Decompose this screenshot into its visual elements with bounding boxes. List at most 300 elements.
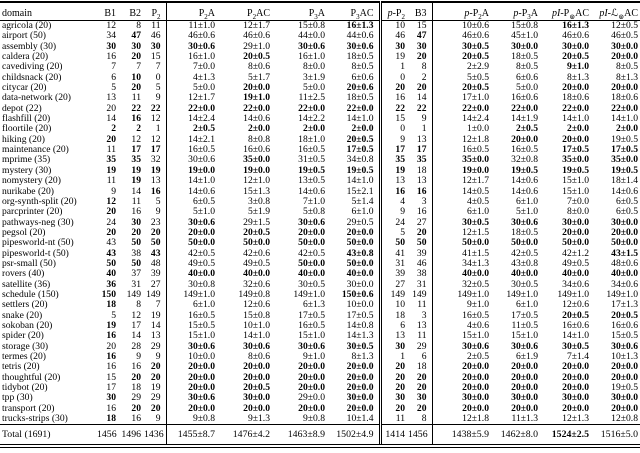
value-cell: 30±0.0 [562, 41, 589, 52]
value-cell: 22±0.0 [328, 104, 380, 114]
table-row [0, 362, 640, 372]
value-cell: 5±0.0 [192, 83, 215, 94]
domain-cell: flashfill (20) [2, 114, 51, 125]
domain-cell: maintenance (20) [2, 145, 69, 156]
domain-cell: depot (22) [2, 103, 42, 114]
value-cell: 24 [106, 217, 116, 228]
header-label-part: P [350, 8, 357, 19]
value-cell: 41±1.5 [462, 248, 489, 259]
value-cell: 37 [131, 269, 141, 280]
value-cell: 10±0.0 [328, 300, 380, 310]
value-cell: 20±0.0 [188, 372, 215, 383]
value-cell: 2±0.0 [328, 124, 380, 134]
value-cell: 34 [106, 31, 116, 42]
value-cell: 16 [144, 187, 166, 197]
value-cell: 30±0.6 [188, 217, 215, 228]
value-cell: 16±0.6 [611, 320, 638, 331]
value-cell: 19±0.0 [462, 165, 489, 176]
value-cell: 7±1.0 [302, 196, 325, 207]
value-cell: 40±0.0 [511, 269, 538, 280]
column-header-p3ac [328, 2, 380, 21]
table-row [0, 114, 640, 124]
value-cell: 6±0.6 [515, 72, 538, 83]
value-cell: 30±0.5 [562, 341, 589, 352]
value-cell: 12±0.5 [611, 20, 638, 31]
value-cell: 46 [395, 31, 405, 42]
value-cell: 0 [144, 73, 166, 83]
value-cell: 44±0.6 [328, 31, 380, 41]
table-row [0, 249, 640, 259]
value-cell: 12±1.8 [462, 134, 489, 145]
value-cell: 14±1.0 [328, 114, 380, 124]
value-cell: 42±0.5 [188, 248, 215, 259]
column-header-p3a [273, 2, 328, 21]
value-cell: 149 [390, 289, 405, 300]
value-cell: 30±0.6 [328, 42, 380, 52]
table-row [0, 352, 640, 362]
value-cell: 50±0.0 [188, 238, 215, 249]
value-cell: 20±0.5 [462, 52, 489, 63]
value-cell: 16±1.3 [328, 21, 380, 32]
value-cell: 16 [408, 207, 432, 217]
value-cell: 20 [144, 362, 166, 372]
value-cell: 46±0.5 [611, 31, 638, 42]
header-label-part: p [464, 8, 470, 19]
value-cell: 20±0.0 [298, 372, 325, 383]
value-cell: 20±0.0 [562, 227, 589, 238]
value-cell: 30±0.0 [611, 41, 638, 52]
header-label-part: B3 [414, 8, 427, 19]
table-row [0, 42, 640, 52]
header-label-part: A [481, 8, 489, 19]
value-cell: 20±0.0 [328, 362, 380, 372]
value-cell: 35 [131, 155, 141, 166]
value-cell: 15±0.8 [511, 20, 538, 31]
value-cell: 16±0.5 [511, 145, 538, 156]
value-cell: 19 [106, 320, 116, 331]
value-cell: 20±0.0 [328, 228, 380, 238]
value-cell: 20±0.0 [511, 362, 538, 373]
domain-cell: hiking (20) [2, 134, 45, 145]
value-cell: 20±0.5 [328, 135, 380, 145]
value-cell: 20±0.0 [562, 134, 589, 145]
value-cell: 49±0.5 [562, 258, 589, 269]
table-row [0, 93, 640, 103]
value-cell: 19±0.5 [562, 165, 589, 176]
table-row [0, 238, 640, 248]
domain-cell: childsnack (20) [2, 72, 62, 83]
value-cell: 22 [395, 103, 405, 114]
value-cell: 38 [131, 248, 141, 259]
value-cell: 22 [131, 103, 141, 114]
table-row [0, 311, 640, 321]
value-cell: 22±0.0 [243, 103, 270, 114]
value-cell: 17 [144, 145, 166, 155]
value-cell: 19 [144, 383, 166, 393]
value-cell: 34±0.8 [328, 155, 380, 165]
value-cell: 14 [131, 186, 141, 197]
value-cell: 7 [136, 62, 141, 73]
table-row [0, 135, 640, 145]
value-cell: 50±0.0 [611, 238, 638, 249]
value-cell: 30±0.0 [562, 217, 589, 228]
value-cell: 30±0.8 [188, 279, 215, 290]
value-cell: 22±0.0 [462, 103, 489, 114]
value-cell: 6±0.5 [615, 207, 638, 218]
value-cell: 14±1.0 [562, 331, 589, 342]
value-cell: 20±0.0 [298, 403, 325, 414]
value-cell: 19±0.0 [243, 165, 270, 176]
column-header-pi-p-ac [541, 2, 592, 21]
value-cell: 20±0.5 [562, 310, 589, 321]
header-label-part: p [387, 8, 393, 19]
value-cell: 9 [111, 186, 116, 197]
value-cell: 30 [131, 217, 141, 228]
value-cell: 20 [408, 373, 432, 383]
value-cell: 4±0.6 [466, 320, 489, 331]
value-cell: 35±0.0 [462, 155, 489, 166]
value-cell: 2 [408, 73, 432, 83]
value-cell: 6 [408, 352, 432, 362]
table-row [0, 145, 640, 155]
value-cell: 24 [395, 217, 405, 228]
value-cell: 8±0.6 [247, 352, 270, 362]
table-row [0, 404, 640, 414]
value-cell: 19 [395, 52, 405, 63]
value-cell: 20±0.5 [462, 83, 489, 94]
value-cell: 27 [395, 279, 405, 290]
value-cell: 47 [408, 31, 432, 41]
value-cell: 18±0.6 [611, 93, 638, 104]
value-cell: 1463±8.9 [273, 425, 328, 447]
value-cell: 5±1.0 [515, 207, 538, 218]
value-cell: 16 [131, 114, 141, 125]
value-cell: 18 [408, 362, 432, 372]
value-cell: 16 [395, 186, 405, 197]
header-label-part: P [151, 8, 157, 19]
column-header-p2 [144, 2, 166, 21]
value-cell: 15 [144, 52, 166, 62]
value-cell: 29 [131, 393, 141, 404]
value-cell: 14±1.9 [511, 114, 538, 125]
value-cell: 16±0.5 [298, 145, 325, 156]
value-cell: 30±0.0 [511, 41, 538, 52]
value-cell: 15±0.5 [188, 320, 215, 331]
value-cell: 30 [395, 341, 405, 352]
table-row [0, 269, 640, 279]
header-label-part: pI [551, 8, 561, 19]
value-cell: 149 [408, 290, 432, 300]
value-cell: 30±0.0 [328, 393, 380, 403]
value-cell: 3±1.9 [302, 72, 325, 83]
value-cell: 12±1.3 [562, 414, 589, 425]
value-cell: 16 [106, 331, 116, 342]
value-cell: 9 [400, 134, 405, 145]
value-cell: 10±1.3 [611, 352, 638, 362]
header-label-part: p [513, 8, 519, 19]
value-cell: 30±0.5 [511, 279, 538, 290]
value-cell: 31 [395, 258, 405, 269]
table-row [0, 300, 640, 310]
value-cell: 20 [395, 383, 405, 394]
domain-cell: psr-small (50) [2, 258, 56, 269]
value-cell: 40±0.0 [611, 269, 638, 280]
table-row [0, 414, 640, 425]
value-cell: 1462±8.0 [492, 425, 541, 447]
value-cell: 18±1.4 [611, 176, 638, 187]
header-label-part: -P [518, 8, 528, 19]
value-cell: 28 [131, 341, 141, 352]
value-cell: 16±1.0 [298, 52, 325, 63]
value-cell: 39 [408, 249, 432, 259]
value-cell: 8 [136, 20, 141, 31]
value-cell: 20±0.0 [328, 404, 380, 414]
value-cell: 3 [408, 311, 432, 321]
value-cell: 13 [144, 331, 166, 341]
value-cell: 15±1.3 [243, 186, 270, 197]
value-cell: 14 [131, 331, 141, 342]
domain-cell: cavediving (20) [2, 62, 63, 73]
value-cell: 29 [408, 342, 432, 352]
value-cell: 20±0.0 [611, 52, 638, 63]
domain-cell: mprime (35) [2, 155, 51, 166]
value-cell: 9±0.8 [302, 414, 325, 425]
value-cell: 1502±4.9 [328, 425, 380, 447]
value-cell: 15±1.0 [562, 186, 589, 197]
value-cell: 40±0.0 [328, 269, 380, 279]
value-cell: 43 [106, 238, 116, 249]
value-cell: 14±2.2 [298, 114, 325, 125]
value-cell: 35±0.0 [562, 155, 589, 166]
value-cell: 19 [106, 165, 116, 176]
value-cell: 8±0.5 [615, 62, 638, 73]
value-cell: 14±0.5 [462, 186, 489, 197]
value-cell: 13 [106, 93, 116, 104]
value-cell: 42±1.2 [562, 248, 589, 259]
value-cell: 0 [400, 72, 405, 83]
table-row [0, 321, 640, 331]
value-cell: 14±0.6 [243, 114, 270, 125]
value-cell: 5±1.0 [192, 207, 215, 218]
value-cell: 17 [106, 383, 116, 394]
value-cell: 20±0.0 [243, 362, 270, 373]
value-cell: 20 [131, 227, 141, 238]
value-cell: 18 [395, 310, 405, 321]
value-cell: 29±0.0 [298, 393, 325, 404]
value-cell: 8±0.8 [247, 134, 270, 145]
value-cell: 20±0.0 [328, 373, 380, 383]
value-cell: 20 [106, 103, 116, 114]
value-cell: 12±1.7 [462, 176, 489, 187]
value-cell: 30±0.6 [188, 155, 215, 166]
value-cell: 32±0.8 [511, 155, 538, 166]
value-cell: 14±0.6 [511, 186, 538, 197]
domain-cell: schedule (150) [2, 289, 59, 300]
value-cell: 16±0.6 [562, 320, 589, 331]
value-cell: 14±2.4 [188, 114, 215, 125]
value-cell: 19 [131, 165, 141, 176]
value-cell: 8±0.0 [566, 207, 589, 218]
value-cell: 2±0.5 [192, 124, 215, 135]
value-cell: 29±1.0 [243, 41, 270, 52]
table-row [0, 187, 640, 197]
table-row [0, 290, 640, 300]
value-cell: 1438±5.9 [432, 425, 492, 447]
value-cell: 20 [106, 134, 116, 145]
value-cell: 30 [144, 42, 166, 52]
value-cell: 30±0.6 [298, 217, 325, 228]
header-label-part: AC [359, 8, 374, 19]
table-row [0, 176, 640, 186]
value-cell: 14±2.1 [188, 134, 215, 145]
value-cell: 16 [106, 403, 116, 414]
header-label-part: - [607, 8, 612, 19]
value-cell: 30±0.6 [188, 393, 215, 404]
value-cell: 5 [111, 310, 116, 321]
value-cell: 17 [131, 145, 141, 156]
value-cell: 8±0.0 [302, 62, 325, 73]
value-cell: 29±1.5 [243, 217, 270, 228]
value-cell: 31±0.5 [298, 155, 325, 166]
value-cell: 50 [131, 258, 141, 269]
value-cell: 30±0.5 [462, 41, 489, 52]
domain-cell: agricola (20) [2, 20, 52, 31]
domain-cell: citycar (20) [2, 83, 47, 94]
value-cell: 41 [395, 248, 405, 259]
value-cell: 30±0.0 [562, 393, 589, 404]
value-cell: 49±0.5 [188, 258, 215, 269]
column-header-p-p3a [492, 2, 541, 21]
header-label-part: -P [392, 8, 402, 19]
value-cell: 14 [144, 321, 166, 331]
domain-cell: nurikabe (20) [2, 186, 54, 197]
value-cell: 20±0.5 [611, 310, 638, 321]
value-cell: 1 [400, 352, 405, 362]
value-cell: 22±0.0 [298, 103, 325, 114]
value-cell: 6±1.0 [466, 207, 489, 218]
table-row [0, 393, 640, 403]
value-cell: 20±0.0 [462, 403, 489, 414]
value-cell: 6±1.0 [192, 300, 215, 311]
value-cell: 35 [106, 155, 116, 166]
table-row [0, 166, 640, 176]
value-cell: 30±0.0 [243, 393, 270, 404]
value-cell: 15±0.8 [243, 310, 270, 321]
value-cell: 45±1.0 [511, 31, 538, 42]
header-label-part: 2 [204, 13, 208, 21]
value-cell: 20 [106, 227, 116, 238]
header-label-part: ⊚ [618, 13, 625, 21]
value-cell: 9 [144, 207, 166, 217]
value-cell: 2±0.0 [615, 124, 638, 135]
value-cell: 20±0.5 [243, 227, 270, 238]
value-cell: 18±0.5 [511, 227, 538, 238]
value-cell: 19 [144, 166, 166, 176]
value-cell: 9 [144, 352, 166, 362]
value-cell: 2 [111, 124, 116, 135]
value-cell: 20 [106, 207, 116, 218]
value-cell: 1 [144, 124, 166, 134]
value-cell: 18±0.6 [562, 93, 589, 104]
value-cell: 50±0.0 [298, 258, 325, 269]
domain-cell: parcprinter (20) [2, 207, 63, 218]
domain-cell: pipesworld-t (50) [2, 248, 69, 259]
value-cell: 20±0.0 [298, 383, 325, 394]
header-label-part: 2 [252, 13, 257, 21]
value-cell: 20 [395, 403, 405, 414]
value-cell: 6±1.3 [302, 300, 325, 311]
value-cell: 20 [144, 404, 166, 414]
value-cell: 39 [144, 269, 166, 279]
value-cell: 42±0.5 [298, 248, 325, 259]
value-cell: 50±0.0 [462, 238, 489, 249]
value-cell: 1456 [408, 425, 432, 447]
value-cell: 30±0.0 [462, 393, 489, 404]
value-cell: 18±0.5 [328, 93, 380, 103]
value-cell: 14±0.6 [611, 186, 638, 197]
value-cell: 40±0.0 [562, 269, 589, 280]
value-cell: 150 [101, 289, 116, 300]
value-cell: 42±0.5 [511, 248, 538, 259]
value-cell: 5±1.4 [328, 197, 380, 207]
header-label-part: AC [624, 8, 638, 19]
value-cell: 30±0.6 [511, 341, 538, 352]
value-cell: 19±0.0 [188, 165, 215, 176]
domain-cell: snake (20) [2, 310, 43, 321]
header-label-part: P [198, 8, 205, 19]
value-cell: 30±0.6 [298, 341, 325, 352]
value-cell: 22±0.0 [611, 103, 638, 114]
domain-cell: tidybot (20) [2, 383, 48, 394]
header-label-part: pI [599, 8, 608, 19]
value-cell: 6±0.5 [615, 196, 638, 207]
value-cell: 20±0.0 [562, 372, 589, 383]
value-cell: 10 [395, 20, 405, 31]
value-cell: 20±0.5 [243, 383, 270, 394]
value-cell: 20 [131, 83, 141, 94]
header-label-part: AC [575, 8, 589, 19]
domain-cell: satellite (36) [2, 279, 51, 290]
value-cell: 20±0.0 [562, 403, 589, 414]
value-cell: 30 [408, 42, 432, 52]
value-cell: 10 [131, 72, 141, 83]
value-cell: 17±0.5 [328, 145, 380, 155]
value-cell: 13 [144, 176, 166, 186]
value-cell: 14 [408, 93, 432, 103]
value-cell: 20±0.0 [611, 403, 638, 414]
value-cell: 43 [144, 249, 166, 259]
value-cell: 16 [106, 352, 116, 362]
value-cell: 50±0.0 [298, 238, 325, 249]
value-cell: 16 [106, 362, 116, 373]
value-cell: 9 [408, 114, 432, 124]
value-cell: 20±0.0 [511, 403, 538, 414]
value-cell: 2±0.5 [515, 124, 538, 135]
domain-cell: rovers (40) [2, 269, 45, 280]
value-cell: 149 [144, 290, 166, 300]
value-cell: 17±1.3 [611, 300, 638, 311]
value-cell: 12 [106, 196, 116, 207]
table-body [0, 21, 640, 447]
value-cell: 46±0.6 [243, 31, 270, 42]
value-cell: 4 [400, 196, 405, 207]
value-cell: 10 [395, 300, 405, 311]
value-cell: 35±0.0 [611, 155, 638, 166]
table-row [0, 104, 640, 114]
table-row [0, 83, 640, 93]
value-cell: 27 [408, 218, 432, 228]
value-cell: 10±0.0 [188, 352, 215, 362]
